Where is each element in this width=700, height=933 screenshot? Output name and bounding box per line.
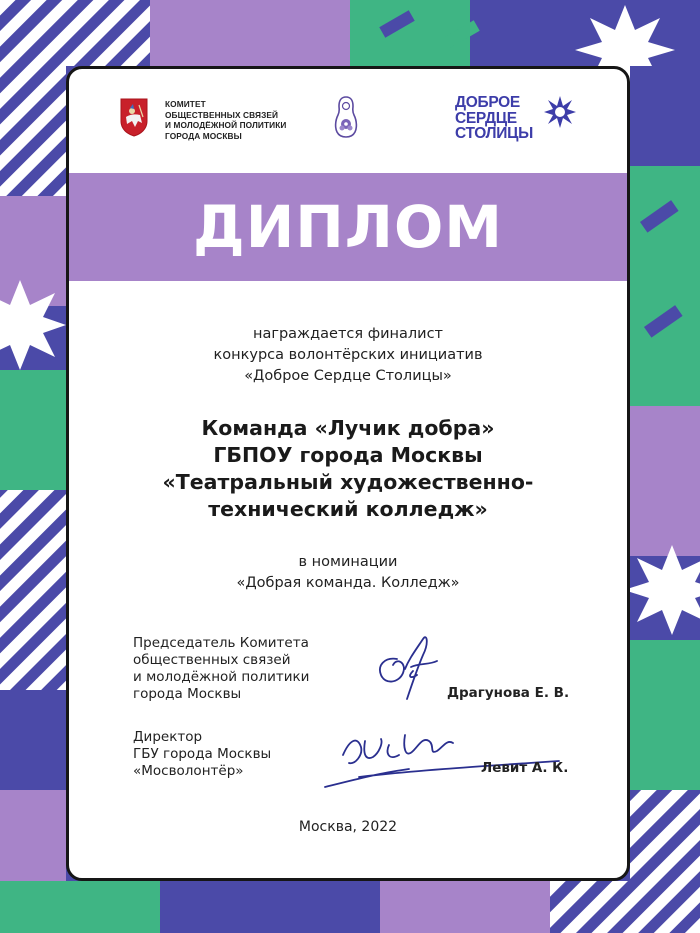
nomination: [69, 552, 627, 594]
committee-line: И МОЛОДЁЖНОЙ ПОЛИТИКИ: [165, 120, 287, 130]
nomination-line: «Добрая команда. Колледж»: [236, 575, 460, 591]
position-line: Директор: [133, 729, 203, 745]
signature-committee: [367, 629, 447, 704]
intro-line: награждается финалист: [252, 326, 443, 342]
position-line: и молодёжной политики: [133, 669, 310, 685]
signature-director: [319, 721, 569, 797]
award-intro: [69, 324, 627, 387]
recipient-line: ГБПОУ города Москвы: [213, 443, 483, 467]
position-line: Председатель Комитета: [133, 635, 309, 651]
brand-line: СТОЛИЦЫ: [455, 125, 533, 142]
header: [69, 69, 627, 173]
committee-line: ОБЩЕСТВЕННЫХ СВЯЗЕЙ: [165, 109, 279, 120]
signer-committee-position: [133, 635, 309, 703]
recipient-line: Команда «Лучик добра»: [201, 416, 495, 440]
diploma-card: [66, 66, 630, 881]
recipient-line: «Театральный художественно-: [162, 470, 534, 494]
brand-wordmark: [455, 95, 533, 142]
committee-name: [165, 99, 286, 141]
star-burst-icon: [543, 95, 577, 129]
signer-director-position: [133, 729, 271, 780]
intro-line: «Доброе Сердце Столицы»: [244, 368, 452, 384]
recipient-line: технический колледж»: [208, 497, 488, 521]
brand-line: ДОБРОЕ: [455, 94, 520, 111]
position-line: общественных связей: [133, 652, 291, 668]
diploma-title: ДИПЛОМ: [193, 193, 503, 261]
signer-director-name: Левит А. К.: [481, 760, 569, 776]
committee-line: КОМИТЕТ: [165, 99, 206, 109]
position-line: ГБУ города Москвы: [133, 746, 272, 762]
brand-line: СЕРДЦЕ: [455, 109, 517, 127]
committee-line: ГОРОДА МОСКВЫ: [165, 130, 242, 141]
moscow-coat-of-arms-icon: [119, 97, 149, 137]
recipient: [69, 415, 627, 523]
signer-committee-name: Драгунова Е. В.: [447, 685, 570, 701]
position-line: «Мосволонтёр»: [133, 763, 244, 779]
title-band: [69, 173, 627, 281]
place-and-date: Москва, 2022: [298, 819, 398, 835]
nesting-doll-icon: [333, 95, 359, 139]
nomination-line: в номинации: [298, 554, 398, 570]
intro-line: конкурса волонтёрских инициатив: [213, 347, 483, 363]
brand-logo: [455, 95, 587, 145]
position-line: города Москвы: [133, 686, 242, 702]
